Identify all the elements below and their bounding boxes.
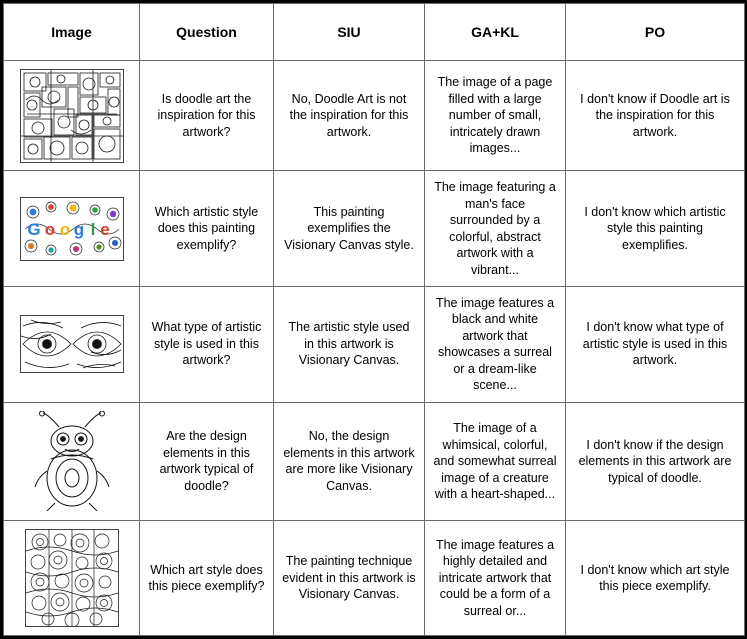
table-header-row (4, 4, 745, 61)
column-header-image: Image (4, 4, 140, 61)
po-text: I don't know which art style this piece exemplify. (580, 562, 730, 594)
question-cell (140, 402, 274, 521)
gakl-cell (425, 521, 566, 636)
gakl-cell (425, 171, 566, 287)
siu-cell (274, 286, 425, 402)
thumbnail-wrapper (12, 315, 131, 373)
siu-text: No, Doodle Art is not the inspiration for this artwork. (289, 91, 409, 139)
po-text: I don't know what type of artistic style is used in this artwork. (582, 320, 728, 368)
siu-text: The artistic style used in this artwork is Visionary Canvas. (288, 320, 410, 368)
gakl-cell (425, 286, 566, 402)
column-header-po: PO (566, 4, 745, 61)
siu-text: No, the design elements in this artwork are more like Visionary Canvas. (283, 429, 415, 493)
siu-text: The painting technique evident in this artwork is Visionary Canvas. (282, 554, 416, 602)
question-text: Are the design elements in this artwork typical of doodle? (159, 429, 254, 493)
colorful-google-doodle-lettering-thumbnail (20, 197, 124, 261)
svg-text:o: o (59, 219, 70, 239)
po-cell (566, 402, 745, 521)
siu-cell (274, 61, 425, 171)
svg-text:e: e (99, 219, 110, 239)
gakl-text: The image features a highly detailed and intricate artwork that could be a form of a surreal or... (435, 537, 555, 618)
gakl-cell (425, 402, 566, 521)
table-row (4, 61, 745, 171)
question-text: Is doodle art the inspiration for this artwork? (157, 91, 256, 139)
column-header-siu: SIU (274, 4, 425, 61)
po-cell (566, 171, 745, 287)
image-cell (4, 61, 140, 171)
table-row (4, 286, 745, 402)
siu-cell (274, 171, 425, 287)
qa-results-table (3, 3, 745, 636)
svg-text:o: o (44, 219, 55, 239)
po-text: I don't know if the design elements in this artwork are typical of doodle. (578, 437, 732, 485)
image-cell (4, 286, 140, 402)
table-row (4, 171, 745, 287)
whimsical-creature-doodle-thumbnail (30, 410, 114, 512)
siu-cell (274, 521, 425, 636)
doodle-art-dense-bw-thumbnail (20, 69, 124, 163)
po-text: I don't know if Doodle art is the inspiration for this artwork. (580, 91, 730, 139)
dense-intricate-pattern-thumbnail (25, 529, 119, 627)
thumbnail-wrapper (12, 529, 131, 627)
image-cell (4, 402, 140, 521)
svg-text:l: l (90, 219, 95, 239)
question-cell (140, 61, 274, 171)
column-header-question: Question (140, 4, 274, 61)
question-text: Which art style does this piece exemplify? (148, 562, 265, 594)
table-row (4, 521, 745, 636)
table-row (4, 402, 745, 521)
question-cell (140, 521, 274, 636)
siu-cell (274, 402, 425, 521)
thumbnail-wrapper (12, 69, 131, 163)
thumbnail-wrapper (12, 410, 131, 512)
column-header-gakl: GA+KL (425, 4, 566, 61)
image-cell (4, 521, 140, 636)
thumbnail-wrapper (12, 197, 131, 261)
po-text: I don't know which artistic style this painting exemplifies. (584, 204, 726, 252)
question-text: What type of artistic style is used in this artwork? (151, 320, 262, 368)
image-cell (4, 171, 140, 287)
black-white-surreal-eyes-thumbnail (20, 315, 124, 373)
gakl-text: The image features a black and white artwork that showcases a surreal or a dream-like scene... (435, 295, 555, 393)
po-cell (566, 521, 745, 636)
question-text: Which artistic style does this painting exemplify? (154, 204, 259, 252)
gakl-text: The image of a whimsical, colorful, and somewhat surreal image of a creature with a heart-shaped... (433, 421, 557, 502)
svg-text:g: g (73, 219, 84, 239)
siu-text: This painting exemplifies the Visionary Canvas style. (284, 204, 414, 252)
question-cell (140, 171, 274, 287)
svg-text:G: G (26, 219, 41, 239)
po-cell (566, 286, 745, 402)
gakl-cell (425, 61, 566, 171)
gakl-text: The image of a page filled with a large number of small, intricately drawn images... (437, 75, 553, 156)
gakl-text: The image featuring a man's face surrounded by a colorful, abstract artwork with a vibrant... (434, 180, 556, 277)
question-cell (140, 286, 274, 402)
po-cell (566, 61, 745, 171)
